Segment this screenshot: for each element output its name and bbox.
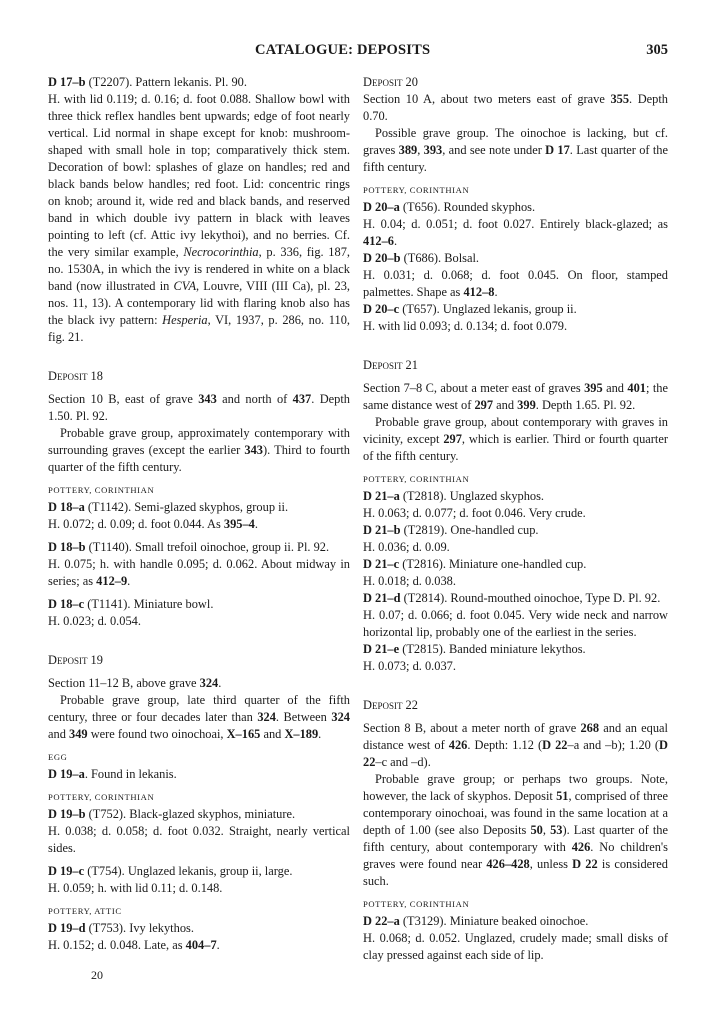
entry-body: H. with lid 0.119; d. 0.16; d. foot 0.088. Shallow bowl with three thick reflex handles bent upwards; edge of foot nearly vertical. Lid normal in shape except for knob: mushroom-shaped with small hole in top; comparatively thick stem. Decoration of bowl: splashes of glaze on handles; red and black bands below handles; red foot. Lid: concentric rings on knob; around it, wide red and black bands, and reserved band in which double ivy pattern in black with leaves pointing to left (cf. Attic ivy lekythoi), and no berries. Cf. the very similar example, Necrocorinthia, p. 336, fig. 187, no. 1530A, in which the ivy is rendered in white on a black band (now illustrated in CVA, Louvre, VIII (III Ca), pl. 23, nos. 11, 13). A contemporary lid with flaring knob also has the black ivy pattern: Hesperia, VI, 1937, p. 286, no. 110, fig. 21. [48, 92, 350, 344]
right-column [363, 74, 668, 964]
deposit-description: Probable grave group, about contemporary with graves in vicinity, except 297, which is earlier. Third or fourth quarter of the fifth century. [363, 415, 668, 463]
entry-body: H. 0.063; d. 0.077; d. foot 0.046. Very crude. [363, 506, 586, 520]
catalogue-entry: D 19–b (T752). Black-glazed skyphos, miniature. [48, 807, 296, 821]
deposit-heading: Deposit 22 [363, 698, 418, 712]
catalogue-entry: D 19–d (T753). Ivy lekythos. [48, 921, 194, 935]
category-label: EGG [48, 752, 68, 762]
signature-mark: 20 [91, 968, 103, 982]
entry-body: H. 0.072; d. 0.09; d. foot 0.044. As 395–4. [48, 517, 258, 531]
deposit-18 [48, 368, 350, 630]
deposit-heading: Deposit 19 [48, 653, 103, 667]
entry-body: H. 0.031; d. 0.068; d. foot 0.045. On floor, stamped palmettes. Shape as 412–8. [363, 268, 668, 299]
page-number: 305 [646, 42, 668, 58]
category-label: POTTERY, CORINTHIAN [363, 474, 470, 484]
category-label: POTTERY, ATTIC [48, 906, 122, 916]
catalogue-entry: D 21–b (T2819). One-handled cup. [363, 523, 539, 537]
deposit-22 [363, 697, 668, 964]
entry-body: H. 0.07; d. 0.066; d. foot 0.045. Very wide neck and narrow horizontal lip, probably one of the earliest in the series. [363, 608, 668, 639]
deposit-location: Section 7–8 C, about a meter east of graves 395 and 401; the same distance west of 297 and 399. Depth 1.65. Pl. 92. [363, 381, 668, 412]
deposit-20 [363, 74, 668, 335]
catalogue-entry: D 18–c (T1141). Miniature bowl. [48, 597, 214, 611]
entry-body: H. 0.075; h. with handle 0.095; d. 0.062. About midway in series; as 412–9. [48, 557, 350, 588]
category-label: POTTERY, CORINTHIAN [48, 792, 155, 802]
catalogue-entry: D 21–d (T2814). Round-mouthed oinochoe, Type D. Pl. 92. [363, 591, 661, 605]
deposit-description: Probable grave group, late third quarter of the fifth century, three or four decades later than 324. Between 324 and 349 were found two oinochoai, X–165 and X–189. [48, 693, 350, 741]
catalogue-entry: D 20–b (T686). Bolsal. [363, 251, 479, 265]
reference-title: Hesperia [162, 313, 208, 327]
deposit-heading: Deposit 18 [48, 369, 103, 383]
catalogue-entry: D 18–b (T1140). Small trefoil oinochoe, group ii. Pl. 92. [48, 540, 330, 554]
entry-d17b [48, 74, 350, 346]
deposit-heading: Deposit 21 [363, 358, 418, 372]
deposit-location: Section 10 A, about two meters east of grave 355. Depth 0.70. [363, 92, 668, 123]
category-label: POTTERY, CORINTHIAN [48, 485, 155, 495]
deposit-description: Possible grave group. The oinochoe is lacking, but cf. graves 389, 393, and see note under D 17. Last quarter of the fifth century. [363, 126, 668, 174]
entry-body: H. with lid 0.093; d. 0.134; d. foot 0.079. [363, 319, 568, 333]
catalogue-entry: D 22–a (T3129). Miniature beaked oinochoe. [363, 914, 589, 928]
deposit-location: Section 10 B, east of grave 343 and north of 437. Depth 1.50. Pl. 92. [48, 392, 350, 423]
catalogue-entry: D 21–e (T2815). Banded miniature lekythos. [363, 642, 586, 656]
catalogue-entry: D 19–c (T754). Unglazed lekanis, group ii, large. [48, 864, 293, 878]
deposit-location: Section 11–12 B, above grave 324. [48, 676, 222, 690]
running-title: CATALOGUE: DEPOSITS [255, 42, 431, 58]
deposit-19 [48, 652, 350, 954]
entry-body: H. 0.018; d. 0.038. [363, 574, 456, 588]
deposit-description: Probable grave group; or perhaps two groups. Note, however, the lack of skyphos. Deposit 51, comprised of three contemporary oinochoai, was found in the same location at a depth of 1.00 (see also Deposits 50, 53). Last quarter of the fifth century, about contemporary with 426. No children's graves were found near 426–428, unless D 22 is considered such. [363, 772, 668, 888]
category-label: POTTERY, CORINTHIAN [363, 185, 470, 195]
reference-title: CVA [173, 279, 197, 293]
deposit-heading: Deposit 20 [363, 75, 418, 89]
catalogue-entry: D 20–c (T657). Unglazed lekanis, group ii. [363, 302, 577, 316]
entry-body: H. 0.059; h. with lid 0.11; d. 0.148. [48, 881, 223, 895]
running-header [48, 42, 668, 64]
category-label: POTTERY, CORINTHIAN [363, 899, 470, 909]
reference-title: Necrocorinthia [183, 245, 259, 259]
entry-body: H. 0.073; d. 0.037. [363, 659, 456, 673]
catalogue-entry: D 19–a. Found in lekanis. [48, 767, 177, 781]
entry-body: H. 0.068; d. 0.052. Unglazed, crudely made; small disks of clay pressed against each side of lip. [363, 931, 668, 962]
deposit-21 [363, 357, 668, 675]
catalogue-entry: D 21–c (T2816). Miniature one-handled cup. [363, 557, 587, 571]
left-column [48, 74, 350, 954]
entry-body: H. 0.023; d. 0.054. [48, 614, 141, 628]
deposit-location: Section 8 B, about a meter north of grave 268 and an equal distance west of 426. Depth: 1.12 (D 22–a and –b); 1.20 (D 22–c and –d). [363, 721, 669, 769]
entry-body: H. 0.04; d. 0.051; d. foot 0.027. Entirely black-glazed; as 412–6. [363, 217, 668, 248]
catalogue-entry: D 18–a (T1142). Semi-glazed skyphos, group ii. [48, 500, 289, 514]
entry-body: H. 0.038; d. 0.058; d. foot 0.032. Straight, nearly vertical sides. [48, 824, 350, 855]
entry-title: (T2207). Pattern lekanis. Pl. 90. [85, 75, 247, 89]
catalogue-entry: D 20–a (T656). Rounded skyphos. [363, 200, 536, 214]
entry-body: H. 0.152; d. 0.048. Late, as 404–7. [48, 938, 220, 952]
catalogue-entry: D 21–a (T2818). Unglazed skyphos. [363, 489, 545, 503]
entry-id: D 17–b [48, 75, 86, 89]
deposit-description: Probable grave group, approximately contemporary with surrounding graves (except the earlier 343). Third to fourth quarter of the fifth century. [48, 426, 350, 474]
entry-body: H. 0.036; d. 0.09. [363, 540, 450, 554]
